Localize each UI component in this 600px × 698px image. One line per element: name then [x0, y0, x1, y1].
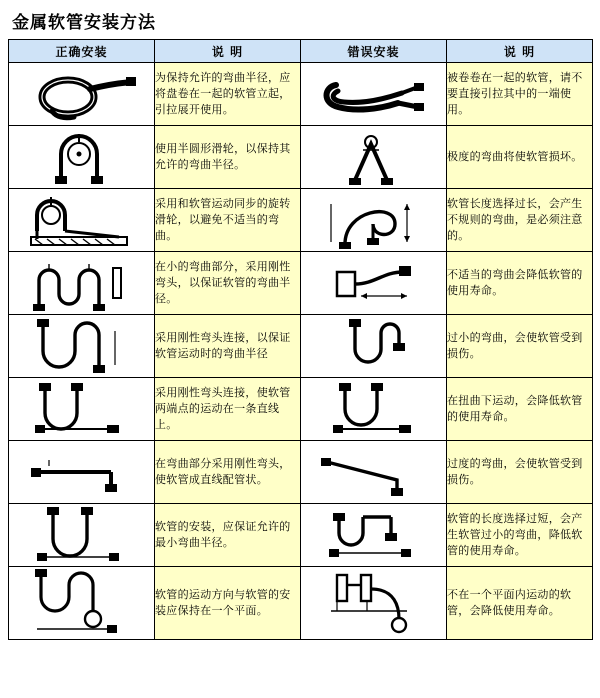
torsion-motion-icon	[301, 378, 447, 441]
overlong-hose-irregular-bend-icon	[301, 189, 447, 252]
rigid-elbow-connection-icon	[9, 315, 155, 378]
header-correct-install: 正确安装	[9, 40, 155, 63]
table-row	[9, 126, 593, 189]
header-wrong-install: 错误安装	[301, 40, 447, 63]
page-title: 金属软管安装方法	[12, 13, 156, 33]
desc-correct: 采用和软管运动同步的旋转滑轮，以避免不适当的弯曲。	[155, 189, 301, 252]
table-row	[9, 315, 593, 378]
desc-wrong: 极度的弯曲将使软管损坏。	[447, 126, 593, 189]
desc-correct: 在弯曲部分采用刚性弯头，使软管成直线配管状。	[155, 441, 301, 504]
desc-correct: 软管的运动方向与软管的安装应保持在一个平面。	[155, 567, 301, 640]
desc-correct: 软管的安装，应保证允许的最小弯曲半径。	[155, 504, 301, 567]
table-row	[9, 567, 593, 640]
desc-wrong: 不适当的弯曲会降低软管的使用寿命。	[447, 252, 593, 315]
table-row	[9, 252, 593, 315]
desc-correct: 为保持允许的弯曲半径，应将盘卷在一起的软管立起，引拉展开使用。	[155, 63, 301, 126]
improper-bend-icon	[301, 252, 447, 315]
desc-correct: 使用半圆形滑轮，以保持其允许的弯曲半径。	[155, 126, 301, 189]
same-plane-motion-icon	[9, 567, 155, 640]
table-row	[9, 504, 593, 567]
semicircular-sheave-icon	[9, 126, 155, 189]
desc-correct: 在小的弯曲部分，采用刚性弯头，以保证软管的弯曲半径。	[155, 252, 301, 315]
synchronized-rotating-sheave-icon	[9, 189, 155, 252]
desc-wrong: 不在一个平面内运动的软管，会降低使用寿命。	[447, 567, 593, 640]
out-of-plane-motion-icon	[301, 567, 447, 640]
coiled-hose-vertical-icon	[9, 63, 155, 126]
desc-wrong: 过小的弯曲，会使软管受到损伤。	[447, 315, 593, 378]
too-long-hose-small-bend-icon	[301, 504, 447, 567]
sharp-bend-pulley-icon	[301, 126, 447, 189]
table-header-row	[9, 40, 593, 63]
desc-wrong: 在扭曲下运动，会降低软管的使用寿命。	[447, 378, 593, 441]
table-row	[9, 378, 593, 441]
desc-wrong: 软管长度选择过长，会产生不规则的弯曲，是必须注意的。	[447, 189, 593, 252]
hose-installation-table	[8, 39, 593, 640]
straight-pipe-rigid-elbow-icon	[9, 441, 155, 504]
desc-wrong: 被卷卷在一起的软管，请不要直接引拉其中的一端使用。	[447, 63, 593, 126]
rigid-bend-small-radius-icon	[9, 252, 155, 315]
desc-wrong: 过度的弯曲，会使软管受到损伤。	[447, 441, 593, 504]
table-row	[9, 189, 593, 252]
rigid-elbow-straight-line-icon	[9, 378, 155, 441]
desc-wrong: 软管的长度选择过短，会产生软管过小的弯曲，降低软管的使用寿命。	[447, 504, 593, 567]
table-row	[9, 441, 593, 504]
desc-correct: 采用刚性弯头连接，以保证软管运动时的弯曲半径	[155, 315, 301, 378]
coiled-hose-pulled-icon	[301, 63, 447, 126]
table-row	[9, 63, 593, 126]
excessive-bend-icon	[301, 441, 447, 504]
too-small-bend-icon	[301, 315, 447, 378]
header-correct-desc: 说 明	[155, 40, 301, 63]
desc-correct: 采用刚性弯头连接，使软管两端点的运动在一条直线上。	[155, 378, 301, 441]
minimum-bend-radius-icon	[9, 504, 155, 567]
header-wrong-desc: 说 明	[447, 40, 593, 63]
